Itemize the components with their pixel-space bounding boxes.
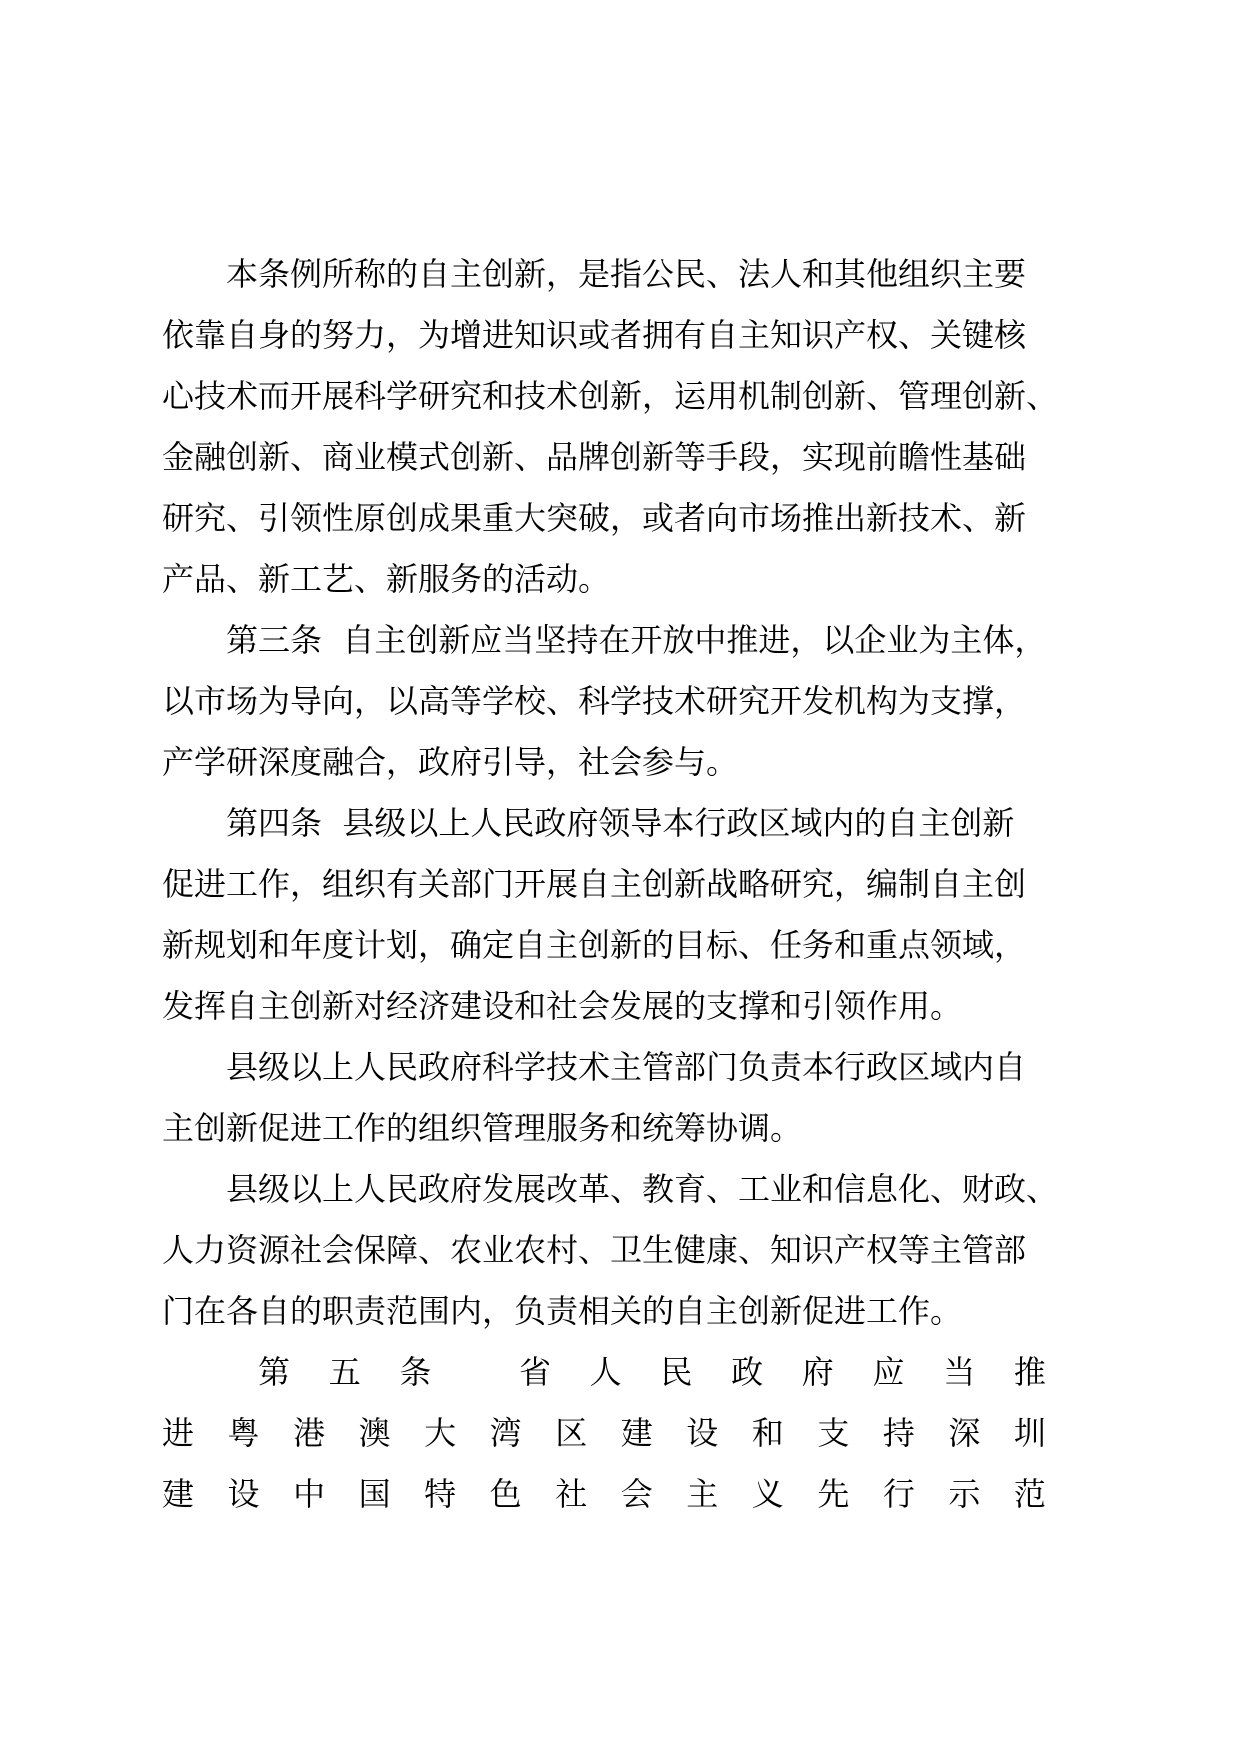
char: 区 <box>555 1414 588 1452</box>
char: 应 <box>872 1353 905 1391</box>
char: 圳 <box>1013 1414 1046 1452</box>
article-4-line: 第四条 县级以上人民政府领导本行政区域内的自主创新 <box>226 804 1015 842</box>
char: 五 <box>328 1353 361 1391</box>
paragraph-line: 门在各自的职责范围内，负责相关的自主创新促进工作。 <box>162 1292 963 1330</box>
char: 设 <box>686 1414 719 1452</box>
char: 行 <box>882 1475 915 1513</box>
char: 政 <box>731 1353 764 1391</box>
char: 色 <box>489 1475 522 1513</box>
paragraph-line: 心技术而开展科学研究和技术创新，运用机制创新、管理创新、 <box>162 377 1059 415</box>
char: 粤 <box>227 1414 260 1452</box>
article-3-line: 第三条 自主创新应当坚持在开放中推进，以企业为主体， <box>226 621 1047 659</box>
article-5-line-1 <box>258 1348 1046 1396</box>
paragraph-line: 县级以上人民政府发展改革、教育、工业和信息化、财政、 <box>226 1170 1059 1208</box>
char: 进 <box>162 1414 195 1452</box>
paragraph-line: 研究、引领性原创成果重大突破，或者向市场推出新技术、新 <box>162 499 1027 537</box>
char: 深 <box>948 1414 981 1452</box>
char: 府 <box>801 1353 834 1391</box>
char: 建 <box>162 1475 195 1513</box>
char: 湾 <box>489 1414 522 1452</box>
char: 澳 <box>358 1414 391 1452</box>
paragraph-line: 金融创新、商业模式创新、品牌创新等手段，实现前瞻性基础 <box>162 438 1027 476</box>
paragraph-line: 本条例所称的自主创新，是指公民、法人和其他组织主要 <box>226 255 1027 293</box>
char: 义 <box>751 1475 784 1513</box>
char: 中 <box>293 1475 326 1513</box>
char: 当 <box>943 1353 976 1391</box>
article-5-line-3 <box>162 1470 1046 1518</box>
char: 持 <box>882 1414 915 1452</box>
char: 民 <box>660 1353 693 1391</box>
char: 国 <box>358 1475 391 1513</box>
paragraph-line: 依靠自身的努力，为增进知识或者拥有自主知识产权、关键核 <box>162 316 1027 354</box>
char: 第 <box>258 1353 291 1391</box>
char: 范 <box>1013 1475 1046 1513</box>
paragraph-line: 促进工作，组织有关部门开展自主创新战略研究，编制自主创 <box>162 865 1027 903</box>
char: 推 <box>1013 1353 1046 1391</box>
paragraph-line: 发挥自主创新对经济建设和社会发展的支撑和引领作用。 <box>162 987 963 1025</box>
paragraph-line: 县级以上人民政府科学技术主管部门负责本行政区域内自 <box>226 1048 1027 1086</box>
paragraph-line: 新规划和年度计划，确定自主创新的目标、任务和重点领域， <box>162 926 1027 964</box>
char: 和 <box>751 1414 784 1452</box>
char: 设 <box>227 1475 260 1513</box>
article-5-line-2 <box>162 1409 1046 1457</box>
paragraph-line: 人力资源社会保障、农业农村、卫生健康、知识产权等主管部 <box>162 1231 1027 1269</box>
paragraph-line: 产学研深度融合，政府引导，社会参与。 <box>162 743 739 781</box>
char: 人 <box>589 1353 622 1391</box>
char: 会 <box>620 1475 653 1513</box>
char: 省 <box>518 1353 551 1391</box>
paragraph-line: 主创新促进工作的组织管理服务和统筹协调。 <box>162 1109 803 1147</box>
paragraph-line: 产品、新工艺、新服务的活动。 <box>162 560 611 598</box>
char: 建 <box>620 1414 653 1452</box>
char: 示 <box>948 1475 981 1513</box>
paragraph-line: 以市场为导向，以高等学校、科学技术研究开发机构为支撑， <box>162 682 1027 720</box>
char: 主 <box>686 1475 719 1513</box>
char: 条 <box>399 1353 432 1391</box>
char: 先 <box>817 1475 850 1513</box>
char: 特 <box>424 1475 457 1513</box>
char: 大 <box>424 1414 457 1452</box>
char <box>470 1348 480 1396</box>
char: 支 <box>817 1414 850 1452</box>
char: 港 <box>293 1414 326 1452</box>
char: 社 <box>555 1475 588 1513</box>
